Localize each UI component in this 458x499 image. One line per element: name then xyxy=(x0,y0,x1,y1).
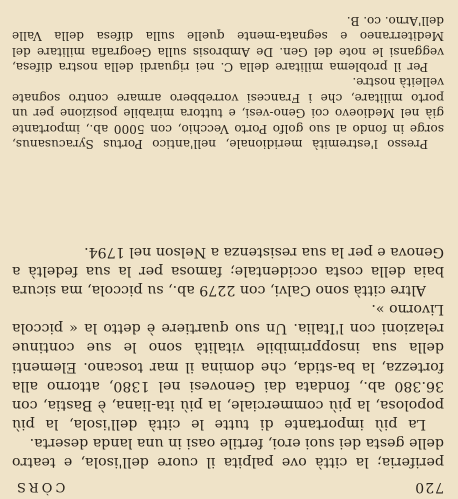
note-paragraph: Per il problema militare della C. nei riguardi della nostra difesa, veggansi le note del Gen. De Ambrosis sulla Geografia militare del Mediterraneo e segnata-mente quelle sulla difesa della Valle dell'Arno. co. B. xyxy=(12,13,444,74)
paragraph: La più importante di tutte le città dell'isola, la più popolosa, la più commerciale, la più ita-liana, è Bastia, con 36.380 ab., fondata dai Genovesi nel 1380, attorno alla fortezza, la ba-stida, che domina il mar toscano. Elementi della sua insopprimibile vitalità sono le sue continue relazioni con l'Italia. Un suo quartiere è detto la « piccola Livorno ». xyxy=(12,301,444,432)
paragraph: periferia; la città ove palpita il cuore dell'isola, e teatro delle gesta dei suoi eroi, fertile oasi in una landa deserta. xyxy=(12,434,444,470)
small-print-section xyxy=(12,12,444,151)
body-text xyxy=(12,242,444,471)
page-number: 720 xyxy=(414,479,444,495)
paragraph: Altre città sono Calvi, con 2279 ab., su piccola, ma sicura baia della costa occidentale; famosa per la sua fedeltà a Genova e per la sua resistenza a Nelson nel 1794. xyxy=(12,243,444,299)
paragraph: Presso l'estremità meridionale, nell'antico Portus Syracusanus, sorge in fondo al suo golfo Porto Vecchio, con 5000 ab., importante già nel Medioevo coi Geno-vesi, e tuttora mirabile posizione per un porto militare, che i Francesi vorrebbero armare contro sognate velleità nostre. xyxy=(12,75,444,151)
running-title: CÒRS xyxy=(14,479,66,494)
running-header xyxy=(14,473,444,495)
